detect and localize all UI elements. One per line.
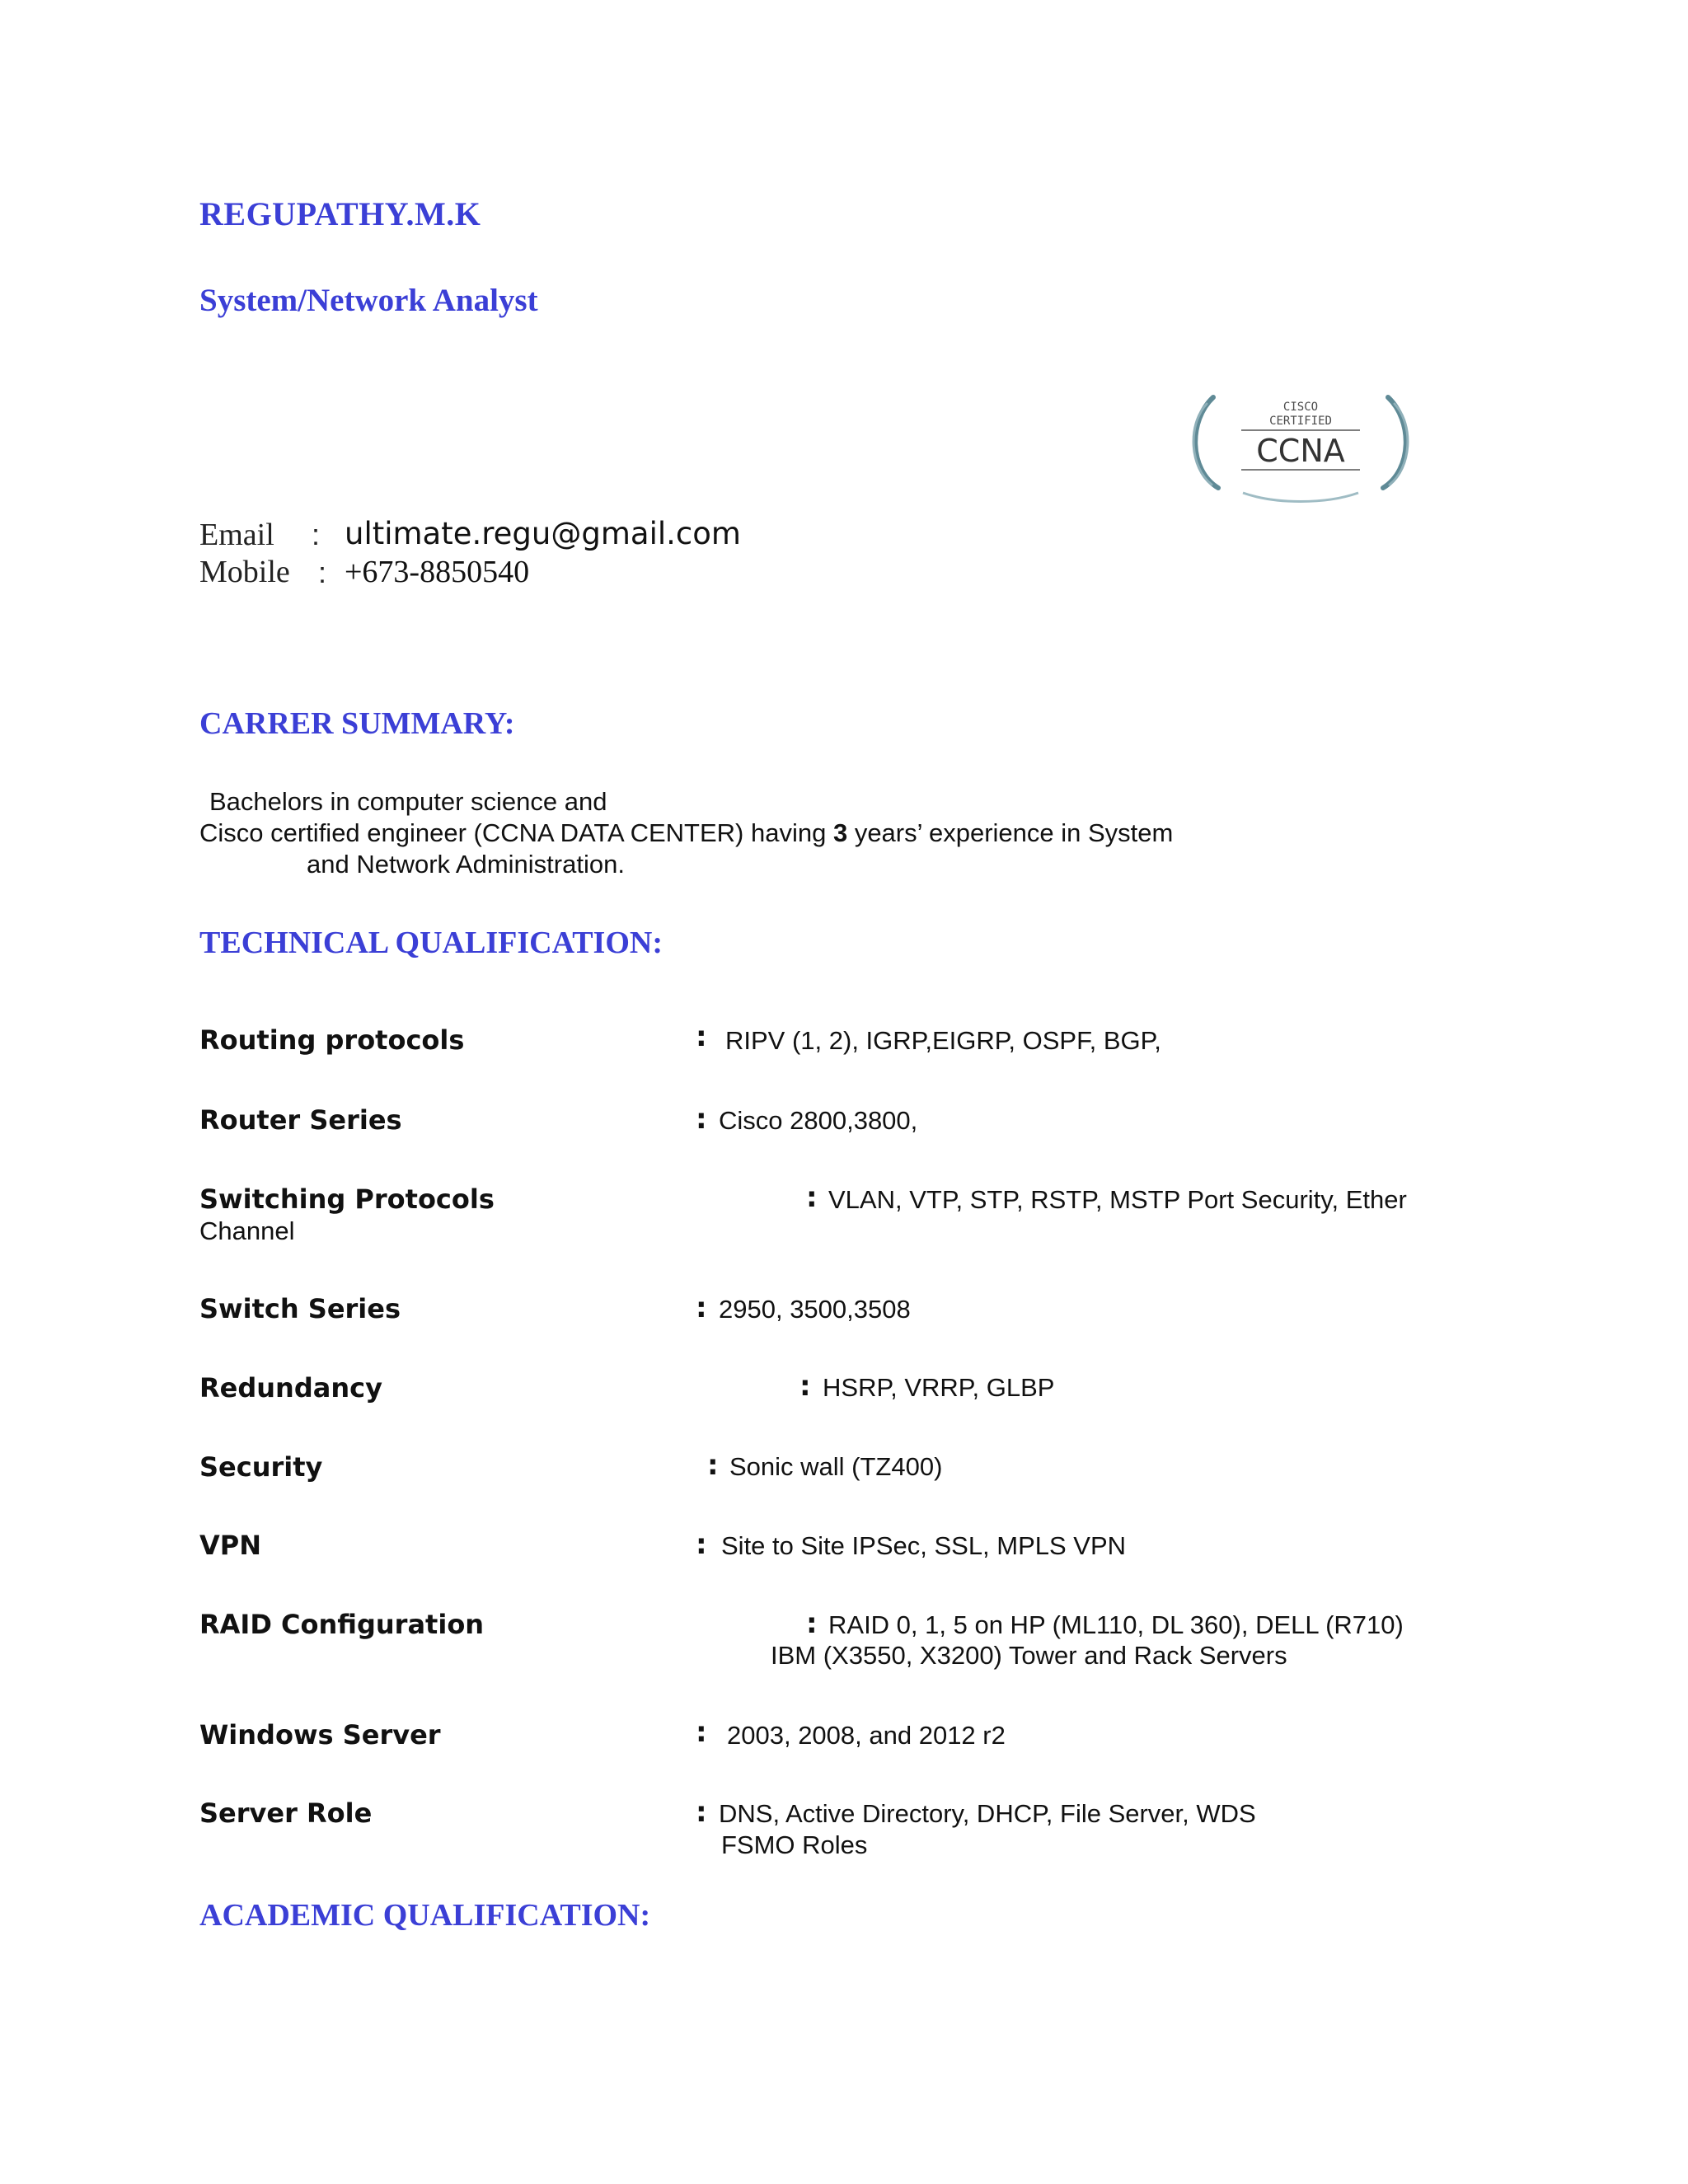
switch-series-colon: : [696,1291,707,1324]
routing-protocols-value: RIPV (1, 2), IGRP,EIGRP, OSPF, BGP, [725,1026,1161,1055]
email-value: ultimate.regu@gmail.com [345,516,741,551]
redundancy-label: Redundancy [199,1372,382,1404]
summary-years: 3 [832,818,848,847]
job-title: System/Network Analyst [199,283,538,318]
security-colon: : [707,1449,719,1482]
summary-line-3: and Network Administration. [307,850,625,879]
server-role-value-cont: FSMO Roles [721,1830,868,1859]
email-colon: : [312,518,321,551]
logo-ccna-text: CCNA [1256,433,1345,469]
switch-series-label: Switch Series [199,1293,401,1324]
routing-protocols-colon: : [696,1020,707,1053]
vpn-value: Site to Site IPSec, SSL, MPLS VPN [721,1531,1127,1560]
server-role-colon: : [696,1796,707,1829]
switching-protocols-value-cont: Channel [199,1216,295,1245]
switch-series-value: 2950, 3500,3508 [719,1295,911,1324]
raid-configuration-value: RAID 0, 1, 5 on HP (ML110, DL 360), DELL (R710) [828,1610,1404,1639]
technical-qualification-heading: TECHNICAL QUALIFICATION: [199,926,663,960]
windows-server-colon: : [696,1716,707,1749]
windows-server-label: Windows Server [199,1719,441,1750]
switching-protocols-colon: : [806,1181,818,1214]
security-label: Security [199,1451,323,1483]
raid-configuration-label: RAID Configuration [199,1609,485,1640]
router-series-value: Cisco 2800,3800, [719,1106,918,1135]
vpn-colon: : [696,1528,707,1561]
redundancy-value: HSRP, VRRP, GLBP [823,1373,1055,1402]
summary-line-2-post: years’ experience in System [847,818,1174,847]
mobile-value: +673-8850540 [345,555,530,589]
router-series-colon: : [696,1103,707,1136]
routing-protocols-label: Routing protocols [199,1024,465,1056]
switching-protocols-label: Switching Protocols [199,1183,495,1215]
logo-certified-text: CERTIFIED [1269,415,1332,428]
candidate-name: REGUPATHY.M.K [199,195,481,232]
windows-server-value: 2003, 2008, and 2012 r2 [727,1721,1006,1750]
server-role-label: Server Role [199,1797,373,1829]
router-series-label: Router Series [199,1104,402,1136]
summary-line-2-pre: Cisco certified engineer (CCNA DATA CENTER) having [199,818,833,847]
security-value: Sonic wall (TZ400) [729,1452,943,1481]
redundancy-colon: : [799,1370,811,1403]
mobile-colon: : [318,555,327,589]
summary-line-1: Bachelors in computer science and [209,787,607,816]
email-label: Email [199,518,274,552]
switching-protocols-value: VLAN, VTP, STP, RSTP, MSTP Port Security, Ether [828,1185,1407,1214]
career-summary-heading: CARRER SUMMARY: [199,706,515,741]
logo-cisco-text: CISCO [1282,401,1319,414]
raid-configuration-value-cont: IBM (X3550, X3200) Tower and Rack Servers [771,1641,1287,1670]
mobile-label: Mobile [199,555,290,589]
academic-qualification-heading: ACADEMIC QUALIFICATION: [199,1898,651,1933]
ccna-logo [1185,387,1416,503]
raid-configuration-colon: : [806,1607,818,1640]
server-role-value: DNS, Active Directory, DHCP, File Server, WDS [719,1799,1256,1828]
vpn-label: VPN [199,1530,261,1561]
summary-line-2 [199,818,1173,848]
